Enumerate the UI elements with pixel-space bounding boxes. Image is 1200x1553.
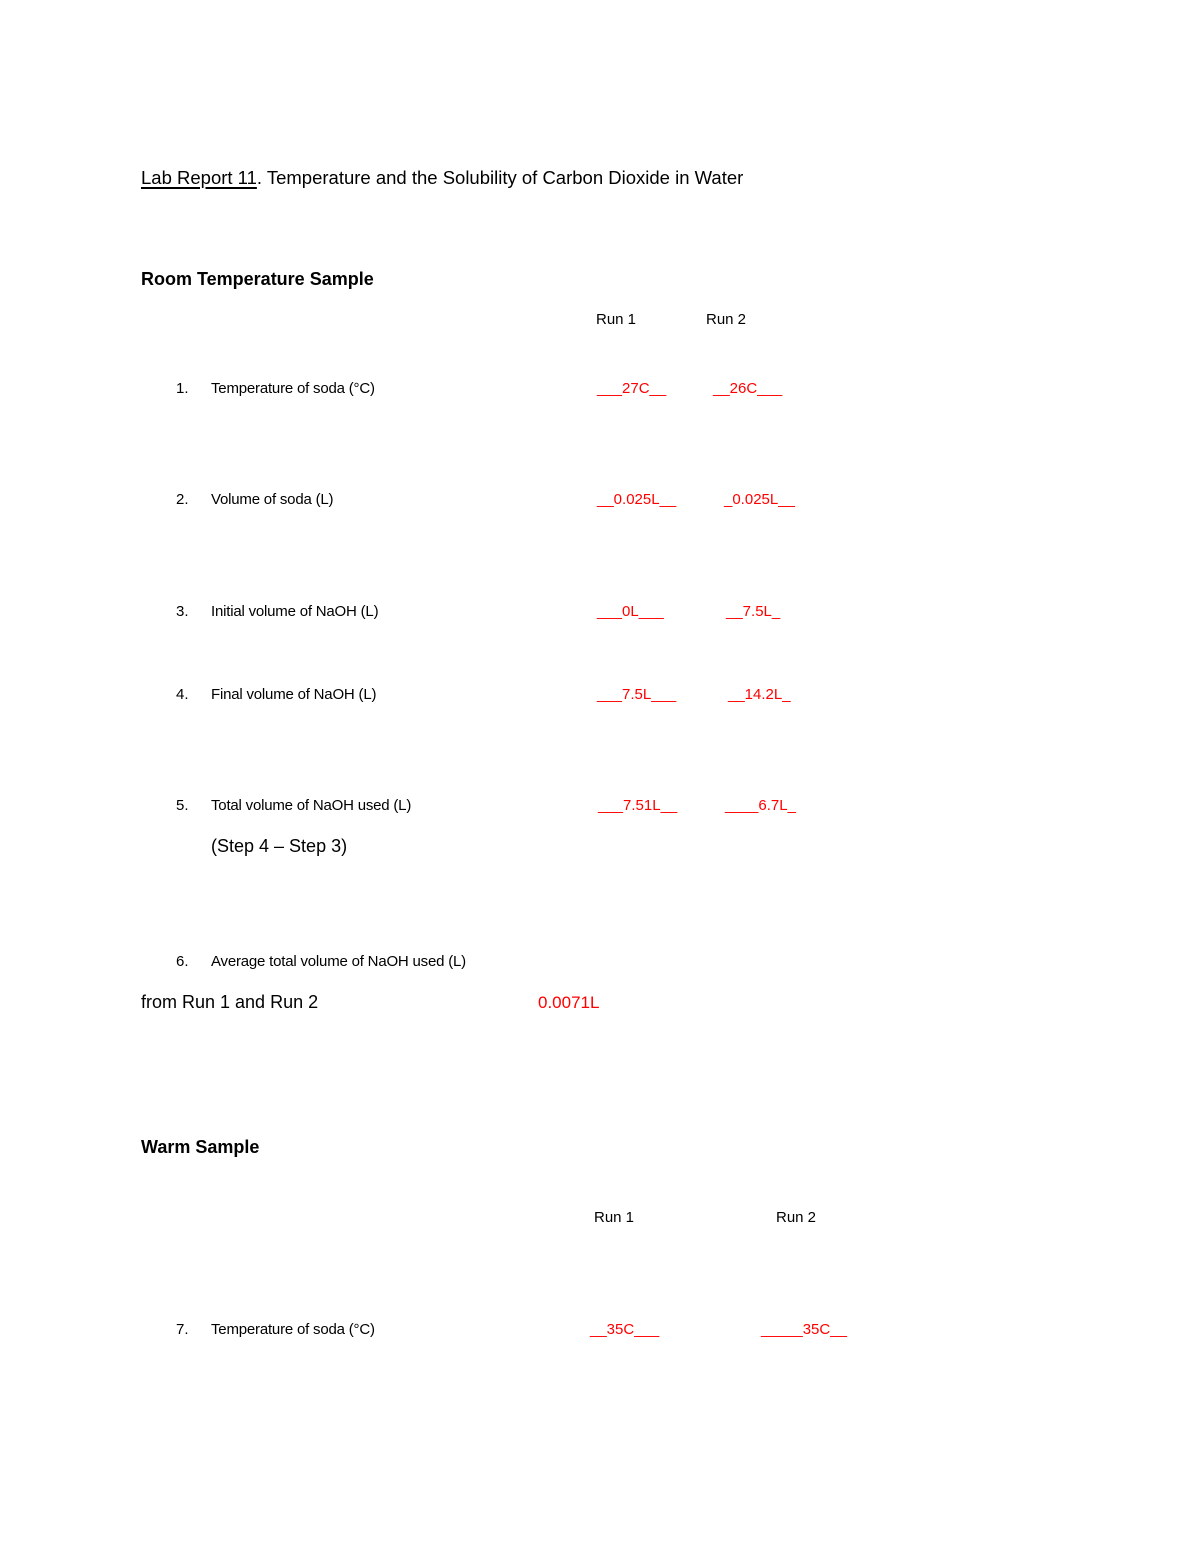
q6-number: 6. <box>176 953 189 970</box>
title-text: . Temperature and the Solubility of Carbon Dioxide in Water <box>256 167 744 188</box>
q6-label: Average total volume of NaOH used (L) <box>211 953 466 970</box>
warm-run2-header: Run 2 <box>776 1209 817 1226</box>
title-report-number: Lab Report 11 <box>141 167 257 188</box>
q7-run2-answer: _____35C__ <box>761 1321 847 1338</box>
q2-label: Volume of soda (L) <box>211 491 334 508</box>
warm-section-heading: Warm Sample <box>141 1137 260 1157</box>
q1-run2-answer: __26C___ <box>713 380 783 397</box>
q7-number: 7. <box>176 1321 189 1338</box>
q2-run1-answer: __0.025L__ <box>597 491 677 508</box>
q7-label: Temperature of soda (°C) <box>211 1321 375 1338</box>
q4-number: 4. <box>176 686 189 703</box>
warm-run1-header: Run 1 <box>594 1209 635 1226</box>
q5-note: (Step 4 – Step 3) <box>211 836 348 856</box>
q4-run2-answer: __14.2L_ <box>728 686 791 703</box>
q3-run2-answer: __7.5L_ <box>726 603 781 620</box>
q5-run2-answer: ____6.7L_ <box>725 797 796 814</box>
room-run1-header: Run 1 <box>596 311 637 328</box>
q2-run2-answer: _0.025L__ <box>724 491 795 508</box>
q5-run1-answer: ___7.51L__ <box>598 797 678 814</box>
q1-number: 1. <box>176 380 189 397</box>
room-section-heading: Room Temperature Sample <box>141 269 374 289</box>
q3-label: Initial volume of NaOH (L) <box>211 603 379 620</box>
page-title <box>141 167 743 189</box>
q6-label-continued: from Run 1 and Run 2 <box>141 992 319 1012</box>
q5-number: 5. <box>176 797 189 814</box>
q1-label: Temperature of soda (°C) <box>211 380 375 397</box>
q6-answer: 0.0071L <box>538 993 600 1012</box>
q4-label: Final volume of NaOH (L) <box>211 686 377 703</box>
q3-number: 3. <box>176 603 189 620</box>
q5-label: Total volume of NaOH used (L) <box>211 797 412 814</box>
q1-run1-answer: ___27C__ <box>597 380 667 397</box>
q2-number: 2. <box>176 491 189 508</box>
room-run2-header: Run 2 <box>706 311 747 328</box>
q7-run1-answer: __35C___ <box>590 1321 660 1338</box>
q3-run1-answer: ___0L___ <box>597 603 664 620</box>
q4-run1-answer: ___7.5L___ <box>597 686 677 703</box>
